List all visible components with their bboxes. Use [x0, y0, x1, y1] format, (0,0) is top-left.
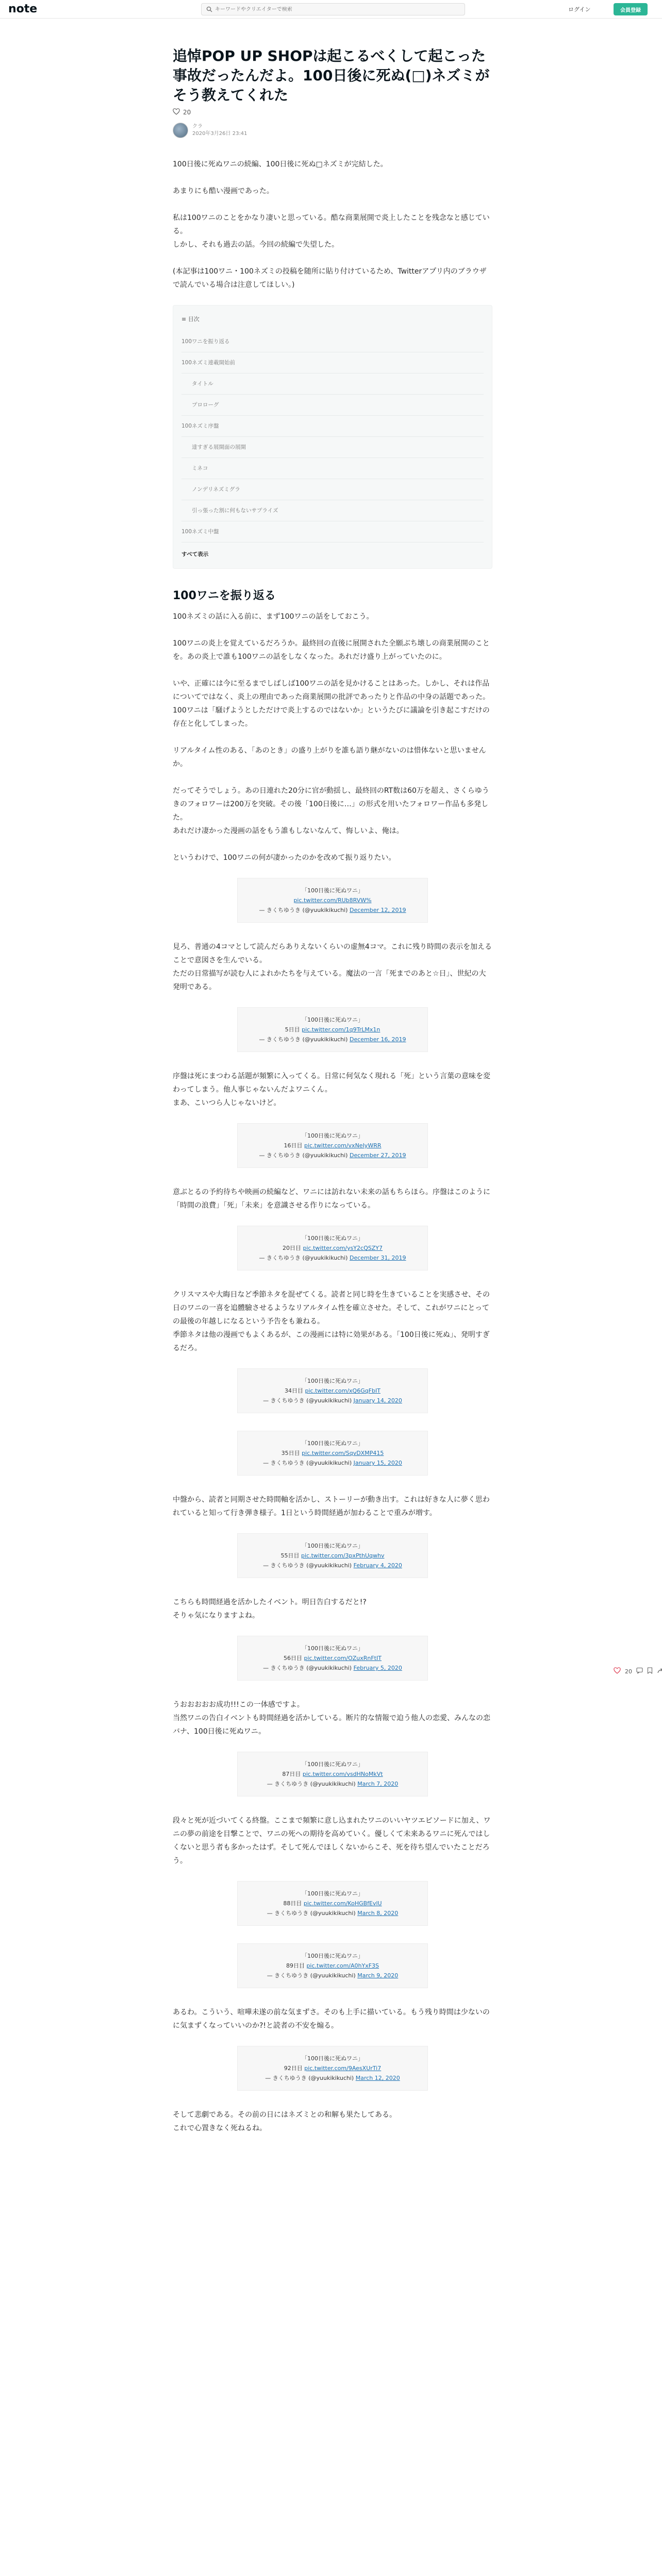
tweet-attribution: — きくちゆうき (@yuukikikuchi) December 27, 2019 — [259, 1152, 406, 1159]
floating-action-bar — [614, 1667, 662, 1675]
search-input[interactable] — [215, 7, 452, 12]
body-paragraph: だってそうでしょう。あの日連れた20分に官が動揺し、最終回のRT数は60万を超え、さくらゆうきのフォロワーは200万を突破。その後「100日後に…」の形式を用いたフォロワー作品も多発した。 あれだけ凄かった漫画の話をもう誰もしないなんて、悔しいよ、俺は。 — [173, 787, 489, 835]
tweet-title: 「100日後に死ぬワニ」 — [302, 2055, 363, 2062]
tweet-pic-link[interactable]: pic.twitter.com/9AesXUrTi7 — [304, 2065, 382, 2072]
tweet-day: 34日目 pic.twitter.com/xQ6GqFbIT — [285, 1387, 380, 1394]
body-paragraph: 段々と死が近づいてくる終盤。ここまで頻繁に意し込まれたワニのいいヤツエピソードに加え、ワニの夢の前途を目撃ことで、ワニの死への期待を高めていく。優しくて未来あるワニに死んではしくないと思う者も多かったはず。そして死んでほしくないからこそ、死を待ち望んでいたことだろう。 — [173, 1817, 491, 1865]
note-logo[interactable]: note — [8, 3, 38, 15]
tweet-date-link[interactable]: February 5, 2020 — [353, 1665, 402, 1671]
tweet-pic-link[interactable]: pic.twitter.com/ysY2cQSZY7 — [303, 1245, 383, 1251]
toc-item[interactable]: 100ネズミ中盤 — [181, 521, 484, 543]
toc-item[interactable]: 達すぎる展開面の展開 — [181, 437, 484, 458]
tweet-attribution: — きくちゆうき (@yuukikikuchi) March 9, 2020 — [267, 1972, 399, 1979]
article-title: 追悼POP UP SHOPは起こるべくして起こった事故だったんだよ。100日後に死ぬ(□)ネズミがそう教えてくれた — [173, 47, 490, 104]
body-paragraph: いや、正確には今に至るまでしばしば100ワニの話を見かけることはあった。しかし、それは作品についてではなく、炎上の理由であった商業展開の批評であったりと作品の中身の話題であった。100ワニは「騒げようとしただけで炎上するのではないか」というたびに議論を引き起こすだけの存在と化してしまった。 — [173, 680, 490, 728]
tweet-attribution: — きくちゆうき (@yuukikikuchi) December 31, 2019 — [259, 1255, 406, 1261]
body-paragraph: そして悲劇である。その前の日にはネズミとの和解も果たしてある。 これで心置きなく死ねるね。 — [173, 2111, 396, 2132]
tweet-date-link[interactable]: January 14, 2020 — [353, 1397, 402, 1404]
tweet-date-link[interactable]: March 9, 2020 — [357, 1972, 399, 1979]
tweet-day: 20日目 pic.twitter.com/ysY2cQSZY7 — [283, 1245, 383, 1251]
body-paragraph: というわけで、100ワニの何が凄かったのかを改めて振り返りたい。 — [173, 854, 396, 862]
article-body — [173, 158, 492, 2135]
tweet-date-link[interactable]: March 12, 2020 — [355, 2075, 400, 2081]
signup-button[interactable]: 会員登録 — [614, 3, 648, 15]
tweet-date-link[interactable]: February 4, 2020 — [353, 1562, 402, 1569]
embedded-tweet[interactable] — [237, 1007, 428, 1052]
tweet-pic-link[interactable]: pic.twitter.com/SqvDXMP415 — [302, 1450, 384, 1456]
tweet-attribution: — きくちゆうき (@yuukikikuchi) December 16, 2019 — [259, 1036, 406, 1043]
heart-icon[interactable] — [614, 1667, 621, 1675]
embedded-tweet[interactable] — [237, 1368, 428, 1413]
tweet-pic-link[interactable]: pic.twitter.com/xQ6GqFbIT — [305, 1387, 380, 1394]
tweet-title: 「100日後に死ぬワニ」 — [302, 1440, 363, 1447]
bookmark-icon[interactable] — [647, 1667, 653, 1675]
tweet-date-link[interactable]: December 27, 2019 — [349, 1152, 406, 1159]
body-paragraph: 序盤は死にまつわる話題が頻繁に入ってくる。日常に何気なく現れる「死」という言葉の意味を変わってしまう。他人事じゃないんだよワニくん。 まあ、こいつら人じゃないけど。 — [173, 1072, 490, 1107]
tweet-date-link[interactable]: December 31, 2019 — [349, 1255, 406, 1261]
toc-icon: ≡ — [181, 316, 188, 323]
tweet-link-row — [246, 895, 419, 905]
toc-item[interactable]: 100ワニを振り返る — [181, 331, 484, 352]
tweet-attribution: — きくちゆうき (@yuukikikuchi) February 5, 2020 — [263, 1665, 402, 1671]
comment-icon[interactable] — [636, 1667, 643, 1675]
tweet-title: 「100日後に死ぬワニ」 — [302, 1235, 363, 1242]
body-paragraph: 中盤から、読者と同期させた時間軸を活かし、ストーリーが動き出す。これは好きな人に夢く思われていると知って行き弾き様子。1日という時間経過が加わることで重みが増す。 — [173, 1496, 490, 1517]
tweet-date-link[interactable]: March 7, 2020 — [357, 1781, 399, 1787]
section-heading: 100ワニを振り返る — [173, 589, 276, 602]
toc-item[interactable]: プロローグ — [181, 395, 484, 416]
toc-list — [181, 331, 484, 543]
tweet-attribution: — きくちゆうき (@yuukikikuchi) March 8, 2020 — [267, 1910, 399, 1917]
tweet-date-link[interactable]: January 15, 2020 — [353, 1460, 402, 1466]
toc-item[interactable]: ノンデリネズミグラ — [181, 479, 484, 500]
toc-item[interactable]: 100ネズミ連載開始前 — [181, 352, 484, 374]
embedded-tweet[interactable] — [237, 2046, 428, 2091]
share-icon[interactable] — [657, 1667, 662, 1675]
tweet-pic-link[interactable]: pic.twitter.com/1q9TrLMx1n — [302, 1026, 380, 1033]
tweet-title: 「100日後に死ぬワニ」 — [302, 1890, 363, 1897]
tweet-title: 「100日後に死ぬワニ」 — [302, 1378, 363, 1384]
tweet-pic-link[interactable]: pic.twitter.com/A0hYxF3S — [306, 1962, 379, 1969]
floating-like-count: 20 — [625, 1668, 632, 1675]
tweet-attribution: — きくちゆうき (@yuukikikuchi) January 15, 2020 — [263, 1460, 402, 1466]
publish-date: 2020年3月26日 23:41 — [192, 131, 247, 137]
body-paragraph: うおおおおお成功!!!この一体感ですよ。 当然ワニの告白イベントも時間経過を活かしている。断片的な情報で迫う他人の恋愛、みんなの恋バナ、100日後に死ぬワニ。 — [173, 1701, 490, 1736]
table-of-contents — [173, 305, 492, 569]
tweet-pic-link[interactable]: pic.twitter.com/3pxPthUqwhv — [301, 1552, 385, 1559]
tweet-date-link[interactable]: December 16, 2019 — [349, 1036, 406, 1043]
embedded-tweet[interactable] — [237, 1943, 428, 1988]
tweet-pic-link[interactable]: pic.twitter.com/RUb8RVW% — [293, 897, 372, 904]
tweet-attribution: — きくちゆうき (@yuukikikuchi) December 12, 2019 — [259, 907, 406, 913]
tweet-day: 55日目 pic.twitter.com/3pxPthUqwhv — [280, 1552, 385, 1559]
author-row — [173, 123, 492, 138]
tweet-day: 89日目 pic.twitter.com/A0hYxF3S — [286, 1962, 379, 1969]
like-row — [173, 108, 492, 116]
intro-paragraph: (本記事は100ワニ・100ネズミの投稿を随所に貼り付けているため、Twitterアプリ内のブラウザで読んでいる場合は注意してほしい。) — [173, 267, 487, 289]
search-box[interactable] — [201, 3, 465, 15]
body-paragraph: 100ワニの炎上を覚えているだろうか。最終回の直後に展開された全願ぶち壊しの商業展開のことを。あの炎上で誰も100ワニの話をしなくなった。あれだけ盛り上がっていたのに。 — [173, 639, 490, 661]
tweet-pic-link[interactable]: pic.twitter.com/OZuxRnFtIT — [304, 1655, 382, 1662]
tweet-title: 「100日後に死ぬワニ」 — [302, 1761, 363, 1768]
tweet-day: 92日目 pic.twitter.com/9AesXUrTi7 — [284, 2065, 382, 2072]
tweet-title: 「100日後に死ぬワニ」 — [302, 1132, 363, 1139]
embedded-tweet[interactable] — [237, 878, 428, 923]
toc-heading: ≡ 目次 — [181, 316, 200, 323]
tweet-title: 「100日後に死ぬワニ」 — [302, 1016, 363, 1023]
login-link[interactable]: ログイン — [568, 6, 591, 13]
tweet-title: 「100日後に死ぬワニ」 — [302, 1953, 363, 1959]
tweet-day: 16日目 pic.twitter.com/vxNeIyWRR — [284, 1142, 382, 1149]
tweet-attribution: — きくちゆうき (@yuukikikuchi) February 4, 2020 — [263, 1562, 402, 1569]
tweet-title: 「100日後に死ぬワニ」 — [302, 887, 363, 894]
heart-icon[interactable] — [173, 108, 180, 116]
avatar[interactable] — [173, 123, 188, 138]
embedded-tweet[interactable] — [237, 1123, 428, 1168]
embedded-tweet[interactable] — [237, 1752, 428, 1797]
tweet-day: 88日目 pic.twitter.com/KoHGBfEvlU — [283, 1900, 382, 1907]
intro-paragraph: あまりにも酷い漫画であった。 — [173, 187, 274, 195]
tweet-day: 56日目 pic.twitter.com/OZuxRnFtIT — [284, 1655, 382, 1662]
tweet-attribution: — きくちゆうき (@yuukikikuchi) March 7, 2020 — [267, 1781, 399, 1787]
body-paragraph: 意ぶとるの予約待ちや映画の続編など、ワニには訪れない未来の話もちらほら。序盤はこのように「時間の浪費」「死」「未来」を意識させる作りになっている。 — [173, 1188, 490, 1210]
toc-item[interactable]: ミネコ — [181, 458, 484, 479]
embedded-tweet[interactable] — [237, 1636, 428, 1681]
author-meta — [192, 123, 247, 138]
tweet-pic-link[interactable]: pic.twitter.com/vxNeIyWRR — [304, 1142, 382, 1149]
tweet-pic-link[interactable]: pic.twitter.com/KoHGBfEvlU — [303, 1900, 382, 1907]
body-paragraph: あるわ。こういう、喧嘩未遂の前な気まずさ。そのも上手に描いている。もう残り時間は少ないのに気まずくなっていいのか?!と読者の不安を煽る。 — [173, 2008, 490, 2030]
toc-show-all-button[interactable]: すべて表示 — [181, 551, 209, 557]
body-paragraph: こちらも時間経過を活かしたイベント。明日告白するだと!? そりゃ気になりますよね。 — [173, 1598, 367, 1620]
embedded-tweet[interactable] — [237, 1881, 428, 1926]
tweet-attribution: — きくちゆうき (@yuukikikuchi) March 12, 2020 — [265, 2075, 400, 2081]
tweet-title: 「100日後に死ぬワニ」 — [302, 1645, 363, 1652]
like-count: 20 — [183, 109, 191, 116]
tweet-attribution: — きくちゆうき (@yuukikikuchi) January 14, 2020 — [263, 1397, 402, 1404]
tweet-title: 「100日後に死ぬワニ」 — [302, 1543, 363, 1549]
toc-item[interactable]: 引っ張った割に何もないサプライズ — [181, 500, 484, 521]
tweet-day: 5日目 pic.twitter.com/1q9TrLMx1n — [285, 1026, 380, 1033]
tweet-day: 87日目 pic.twitter.com/vsdHNoMkVt — [282, 1771, 383, 1777]
search-icon — [204, 4, 215, 15]
toc-item[interactable]: 100ネズミ序盤 — [181, 416, 484, 437]
body-paragraph: 見ろ、普通の4コマとして読んだらありえないくらいの虚無4コマ。これに残り時間の表示を加えることで意図さを生んでいる。 ただの日常描写が読む人によれかたちを与えている。魔法の一言「死までのあと☆日」、世紀の大発明である。 — [173, 943, 492, 991]
body-paragraph: 100ネズミの話に入る前に、まず100ワニの話をしておこう。 — [173, 613, 374, 621]
body-paragraph: リアルタイム性のある、「あのとき」の盛り上がりを誰も語り継がないのは惜体ないと思いませんか。 — [173, 747, 486, 768]
toc-item[interactable]: タイトル — [181, 374, 484, 395]
intro — [173, 158, 492, 292]
intro-paragraph: 私は100ワニのことをかなり凄いと思っている。酷な商業展開で炎上したことを残念なと感じている。 しかし、それも過去の話。今回の続編で失望した。 — [173, 214, 490, 249]
embedded-tweet[interactable] — [237, 1226, 428, 1270]
body-paragraph: クリスマスや大晦日など季節ネタを混ぜてくる。読者と同じ時を生きていることを実感させ、その日のワニの一喜を追體驗させるようなリアルタイム性を確立させた。そして、これがワニにとっての最後の年越しになるという予告をも兼ねる。 季節ネタは他の漫画でもよくあるが、この漫画には特に効果がある。「100日後に死ぬ」、発明すぎるだろ。 — [173, 1291, 490, 1352]
tweet-pic-link[interactable]: pic.twitter.com/vsdHNoMkVt — [302, 1771, 383, 1777]
embedded-tweet[interactable] — [237, 1533, 428, 1578]
tweet-date-link[interactable]: December 12, 2019 — [349, 907, 406, 913]
section-content — [173, 610, 492, 2135]
embedded-tweet[interactable] — [237, 1431, 428, 1476]
article — [173, 46, 492, 2148]
tweet-day: 35日目 pic.twitter.com/SqvDXMP415 — [281, 1450, 384, 1456]
intro-paragraph: 100日後に死ぬワニの続編、100日後に死ぬ□ネズミが完結した。 — [173, 160, 388, 168]
site-header — [0, 0, 662, 19]
author-name[interactable]: クラ — [192, 124, 203, 129]
tweet-date-link[interactable]: March 8, 2020 — [357, 1910, 399, 1917]
